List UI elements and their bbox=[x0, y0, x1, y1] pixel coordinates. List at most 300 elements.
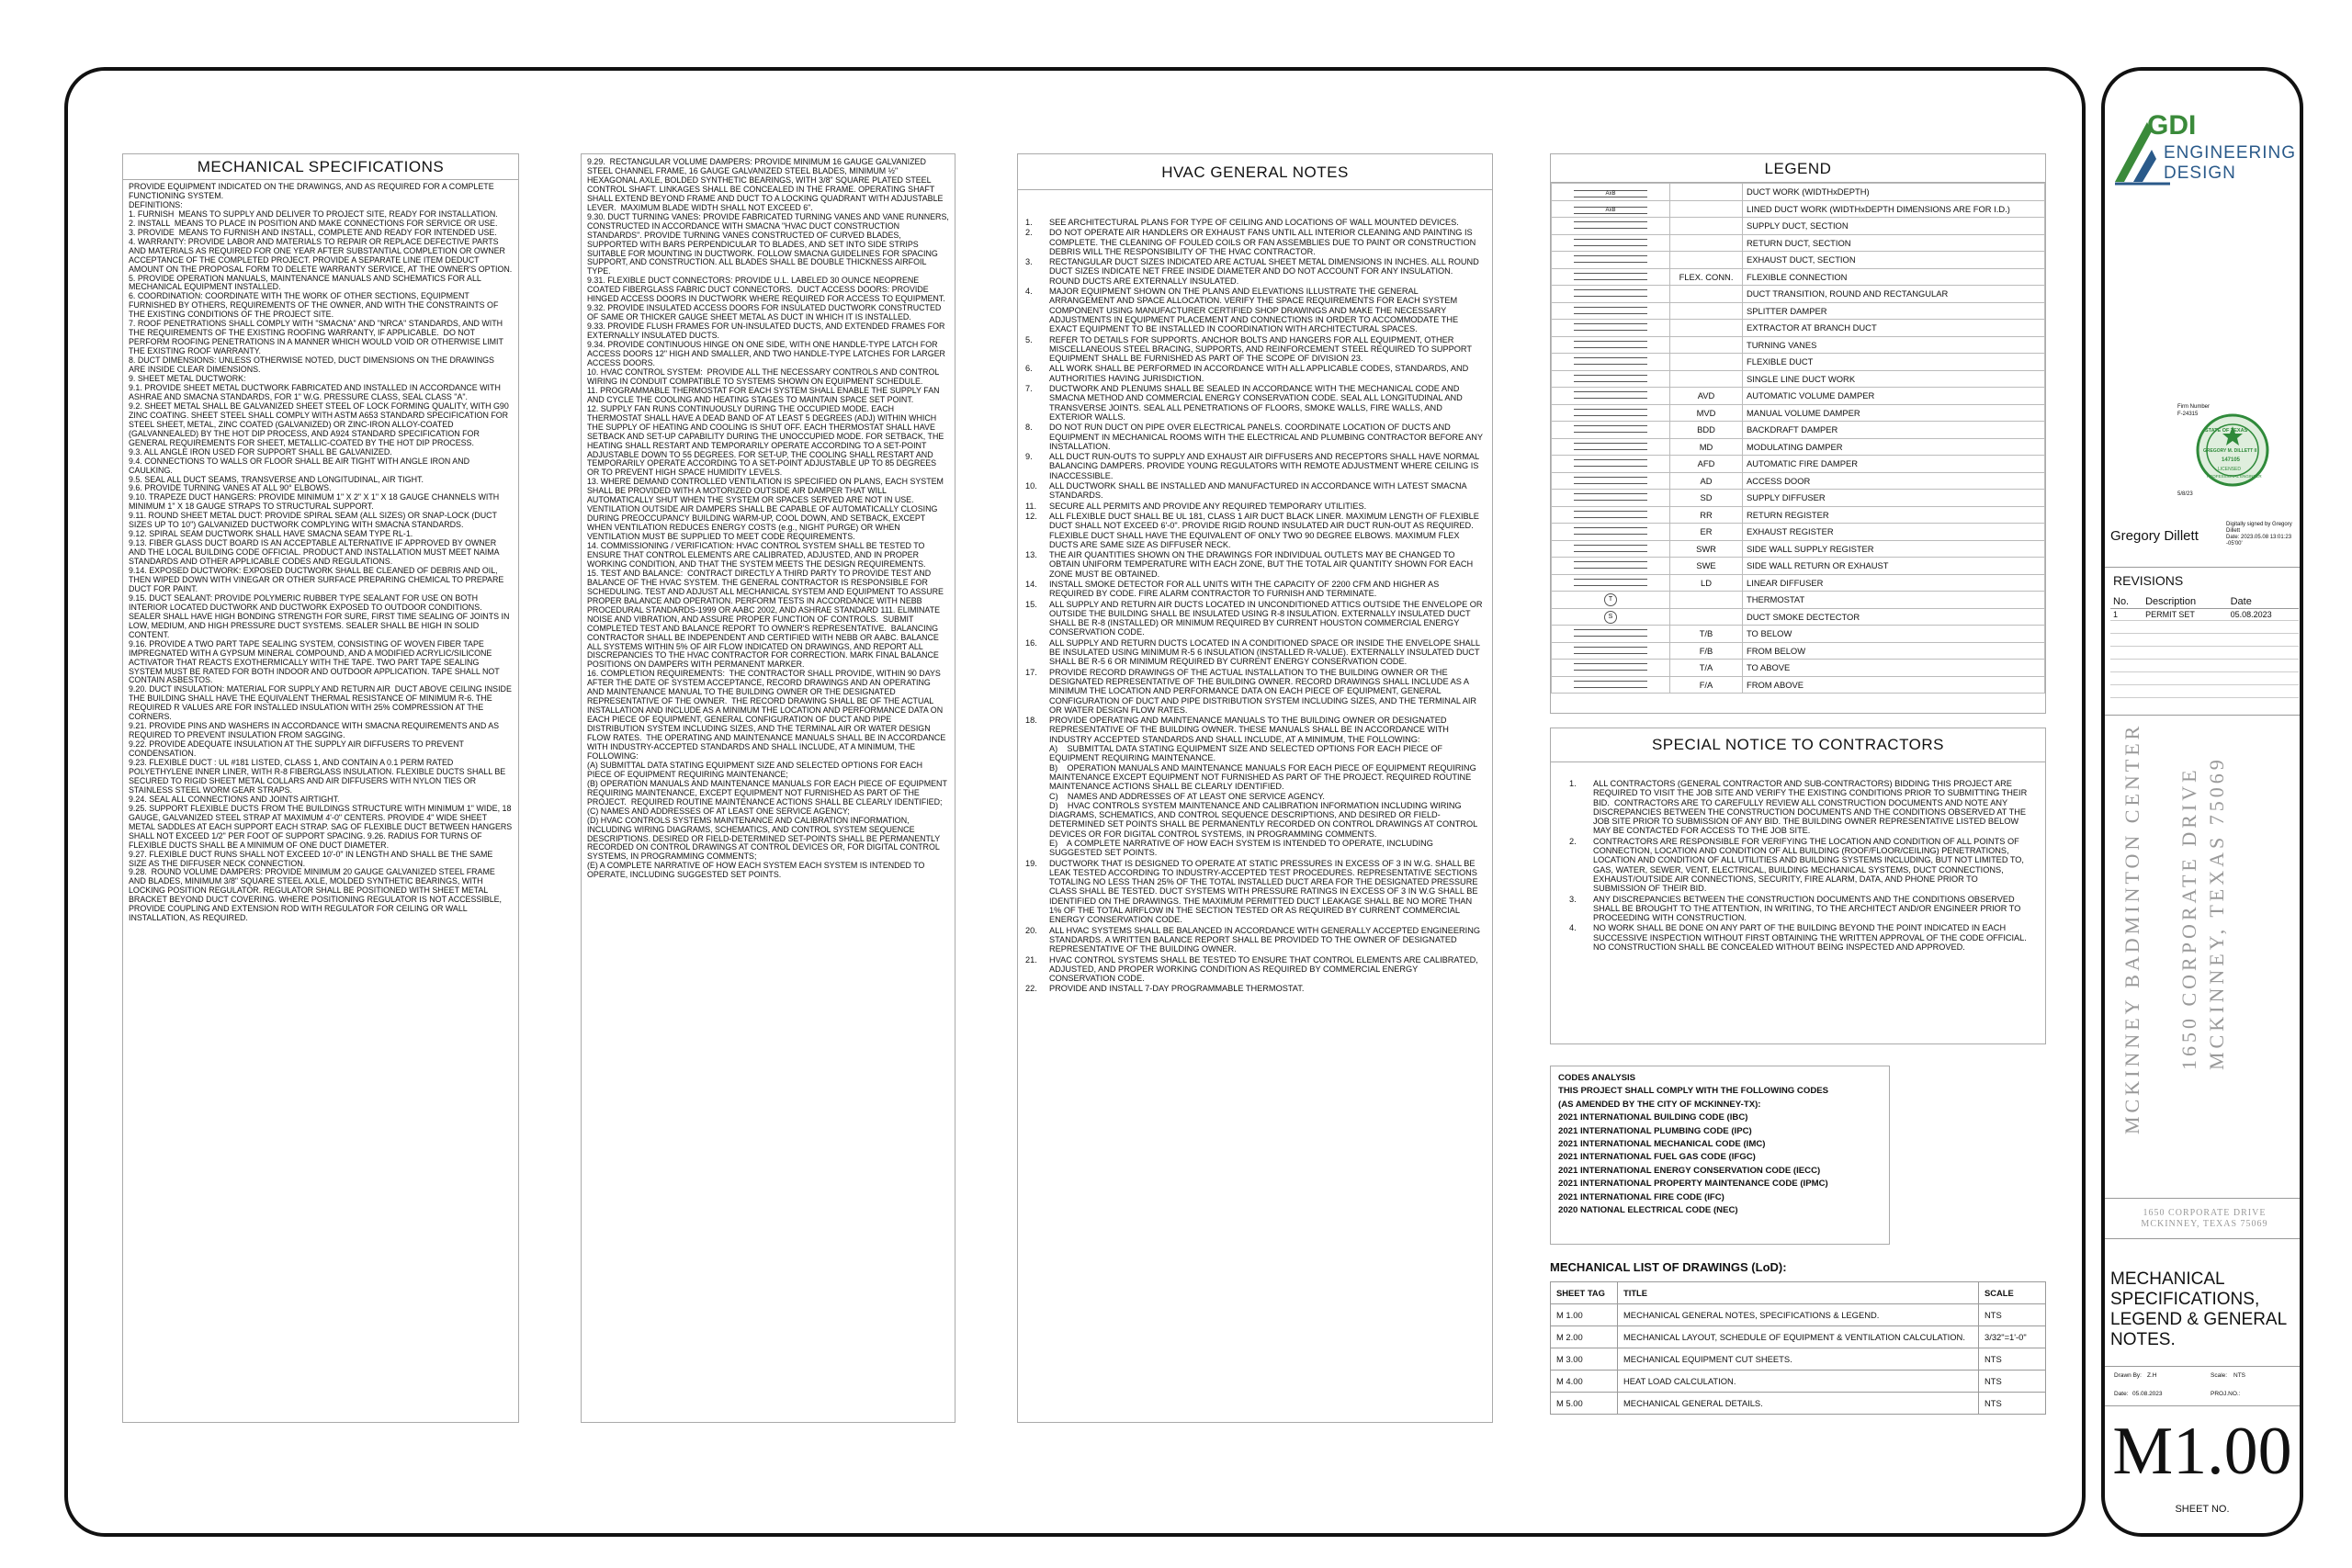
legend-desc: AUTOMATIC FIRE DAMPER bbox=[1743, 456, 2045, 473]
list-item-number: 18. bbox=[1025, 716, 1037, 726]
lod-row bbox=[1551, 1371, 2046, 1393]
lod-header: TITLE bbox=[1618, 1282, 1979, 1304]
legend-row bbox=[1552, 558, 2045, 575]
legend-row bbox=[1552, 626, 2045, 643]
engineer-seal bbox=[2177, 404, 2278, 524]
legend-symbol bbox=[1552, 558, 1670, 575]
rev-cell bbox=[2110, 634, 2143, 647]
list-item-text: ALL SUPPLY AND RETURN AIR DUCTS LOCATED IN UNCONDITIONED ATTICS OUTSIDE THE ENVELOPE OR OUTSIDE THE BUILDING SHALL BE INSULATED USING R-8 INSULATION. EXTERNALLY INSULATED DUCT SHALL BE R-8 (INSTALLED) OR MINIMUM REQUIRED BY CURRENT HOUSTON COMMERCIAL ENERGY CONSERVATION CODE. bbox=[1049, 599, 1486, 637]
lod-title: MECHANICAL LIST OF DRAWINGS (LoD): bbox=[1550, 1260, 1787, 1274]
list-item-text: HVAC CONTROL SYSTEMS SHALL BE TESTED TO ENSURE THAT CONTROL ELEMENTS ARE CALIBRATED, ADJUSTED, AND PROPER WORKING CONDITION AS REQUIRED BY COMMERCIAL ENERGY CONSERVATION CODE. bbox=[1049, 954, 1480, 984]
list-item-text: INSTALL SMOKE DETECTOR FOR ALL UNITS WITH THE CAPACITY OF 2200 CFM AND HIGHER AS REQUIRED BY CODE. FIRE ALARM CONTRACTOR TO FURNISH AND TERMINATE. bbox=[1049, 579, 1442, 599]
codes-analysis bbox=[1550, 1066, 1890, 1245]
legend-desc: EXTRACTOR AT BRANCH DUCT bbox=[1743, 320, 2045, 337]
legend-abbr bbox=[1670, 252, 1743, 269]
drawn-by: Z.H bbox=[2147, 1372, 2157, 1379]
list-item-text: PROVIDE RECORD DRAWINGS OF THE ACTUAL INSTALLATION TO THE BUILDING OWNER OR THE DESIGNATED REPRESENTATIVE OF THE BUILDING OWNER. RECORD DRAWINGS SHALL INCLUDE AS A MINIMUM THE LOCATION AND PERFORMANCE DATA ON EACH PIECE OF EQUIPMENT, GENERAL CONFIGURATION OF DUCT AND PIPE DISTRIBUTION SYSTEM INCLUDING SIZES, AND THE TERMINAL AIR OR WATER DESIGN FLOW RATES. bbox=[1049, 667, 1479, 715]
legend-symbol bbox=[1552, 370, 1670, 388]
legend-symbol bbox=[1552, 660, 1670, 677]
legend-row bbox=[1552, 490, 2045, 507]
legend-title: LEGEND bbox=[1551, 154, 2045, 183]
rev-row-empty bbox=[2110, 634, 2299, 647]
legend-desc: TURNING VANES bbox=[1743, 336, 2045, 354]
legend-symbol bbox=[1552, 354, 1670, 371]
rev-cell bbox=[2110, 660, 2143, 672]
rev-cell bbox=[2110, 621, 2143, 634]
mech-spec-col1: PROVIDE EQUIPMENT INDICATED ON THE DRAWINGS, AND AS REQUIRED FOR A COMPLETE FUNCTIONING SYSTEM. DEFINITIONS: 1. FURNISH MEANS TO SUPPLY AND DELIVER TO PROJECT SITE, READY FOR INSTALLATION. 2. INSTALL MEANS TO PLACE IN POSITION AND MAKE CONNECTIONS FOR SERVICE OR USE. 3. PROVIDE MEANS TO FURNISH AND INSTALL, COMPLETE AND READY FOR INTENDED USE. 4. WARRANTY: PROVIDE LABOR AND MATERIALS TO REPAIR OR REPLACE DEFECTIVE PARTS AND MATERIALS AS REQUIRED FOR ONE YEAR AFTER SUBSTANTIAL COMPLETION OR OWNER ACCEPTANCE OF THE COMPLETED PROJECT. PROVIDE A SEPARATE LINE ITEM DEDUCT AMOUNT ON THE PROPOSAL FORM TO DELETE WARRANTY SERVICE, AT THE OWNER'S OPTION. 5. PROVIDE OPERATION MANUALS, MAINTENANCE MANUALS AND SCHEMATICS FOR ALL MECHANICAL EQUIPMENT INSTALLED. 6. COORDINATION: COORDINATE WITH THE WORK OF OTHER SECTIONS, EQUIPMENT FURNISHED BY OTHERS, REQUIREMENTS OF THE OWNER, AND WITH THE CONSTRAINTS OF THE EXISTING CONDITIONS OF THE PROJECT SITE. 7. ROOF PENETRATIONS SHALL COMPLY WITH "SMACNA" AND "NRCA" STANDARDS, AND WITH THE REQUIREMENTS OF THE EXISTING ROOFING WARRANTY, IF APPLICABLE. DO NOT PERFORM ROOFING PENETRATIONS IN A MANNER WHICH WOULD VOID OR OTHERWISE LIMIT THE EXISTING ROOF WARRANTY. 8. DUCT DIMENSIONS: UNLESS OTHERWISE NOTED, DUCT DIMENSIONS ON THE DRAWINGS ARE INSIDE CLEAR DIMENSIONS. 9. SHEET METAL DUCTWORK: 9.1. PROVIDE SHEET METAL DUCTWORK FABRICATED AND INSTALLED IN ACCORDANCE WITH ASHRAE AND SMACNA STANDARDS, FOR 1" W.G. PRESSURE CLASS, SEAL CLASS "A". 9.2. SHEET METAL SHALL BE GALVANIZED SHEET STEEL OF LOCK FORMING QUALITY, WITH G90 ZINC COATING. SHEET STEEL SHALL COMPLY WITH ASTM A653 STANDARD SPECIFICATION FOR STEEL SHEET, METAL, ZINC COATED (GALVANIZED) OR ZINC-IRON ALLOY-COATED (GALVANNEALED) BY THE HOT DIP PROCESS, AND A924 STANDARD SPECIFICATION FOR GENERAL REQUIREMENTS FOR SHEET, METALLIC-COATED BY THE HOT DIP PROCESS. 9.3. ALL ANGLE IRON USED FOR SUPPORT SHALL BE GALVANIZED. 9.4. CONNECTIONS TO WALLS OR FLOOR SHALL BE AIR TIGHT WITH ANGLE IRON AND CAULKING. 9.5. SEAL ALL DUCT SEAMS, TRANSVERSE AND LONGITUDINAL, AIR TIGHT. 9.6. PROVIDE TURNING VANES AT ALL 90° ELBOWS. 9.10. TRAPEZE DUCT HANGERS: PROVIDE MINIMUM 1" X 2" X 1" X 18 GAUGE CHANNELS WITH MINIMUM 1" X 18 GAUGE STRAPS TO STRUCTURAL SUPPORT. 9.11. ROUND SHEET METAL DUCT: PROVIDE SPIRAL SEAM (ALL SIZES) OR SNAP-LOCK (DUCT SIZES UP TO 10") GALVANIZED DUCTWORK COMPLYING WITH SMACNA STANDARDS. 9.12. SPIRAL SEAM DUCTWORK SHALL HAVE SMACNA SEAM TYPE RL-1. 9.13. FIBER GLASS DUCT BOARD IS AN ACCEPTABLE ALTERNATIVE IF APPROVED BY OWNER AND THE LOCAL BUILDING CODE OFFICIAL. PRODUCT AND INSTALLATION MUST MEET NAIMA STANDARDS AND OTHER APPLICABLE CODES AND REGULATIONS. 9.14. EXPOSED DUCTWORK: EXPOSED DUCTWORK SHALL BE CLEANED OF DEBRIS AND OIL, THEN WIPED DOWN WITH VINEGAR OR OTHER SURFACE PREPARING CHEMICAL TO PREPARE DUCT FOR PAINT. 9.15. DUCT SEALANT: PROVIDE POLYMERIC RUBBER TYPE SEALANT FOR USE ON BOTH INTERIOR LOCATED DUCTWORK AND DUCTWORK EXPOSED TO OUTDOOR CONDITIONS. SEALER SHALL HAVE HIGH BONDING STRENGTH FOR SURE, FIRST TIME SEALING OF JOINTS IN LOW, MEDIUM, AND HIGH PRESSURE DUCT SYSTEMS. SEALER SHALL BE HIGH IN SOLID CONTENT. 9.16. PROVIDE A TWO PART TAPE SEALING SYSTEM, CONSISTING OF WOVEN FIBER TAPE IMPREGNATED WITH A GYPSUM MINERAL COMPOUND, AND A MODIFIED ACRYLIC/SILICONE ACTIVATOR THAT REACTS EXOTHERMICALLY WITH THE TAPE. TWO PART TAPE SEALING SYSTEM MUST BE RATED FOR BOTH INDOOR AND OUTDOOR APPLICATION. TAPE SHALL NOT CONTAIN ASBESTOS. 9.20. DUCT INSULATION: MATERIAL FOR SUPPLY AND RETURN AIR DUCT ABOVE CEILING INSIDE THE BUILDING SHALL HAVE THE EQUIVALENT THERMAL RESISTANCE OF MINIMUM R-6. THE REQUIRED R VALUES ARE FOR INSTALLED INSULATION WITH 25% COMPRESSION AT THE CORNERS. 9.21. PROVIDE PINS AND WASHERS IN ACCORDANCE WITH SMACNA REQUIREMENTS AND AS REQUIRED TO PREVENT INSULATION FROM SAGGING. 9.22. PROVIDE ADEQUATE INSULATION AT THE SUPPLY AIR DIFFUSERS TO PREVENT CONDENSATION. 9.23. FLEXIBLE DUCT : UL #181 LISTED, CLASS 1, AND CONTAIN A 0.1 PERM RATED POLYETHYLENE INNER LINER, WITH R-8 FIBERGLASS INSULATION. FLEXIBLE DUCTS SHALL BE SECURED TO RIGID SHEET METAL COLLARS AND AIR DIFFUSERS WITH NYLON TIES OR STAINLESS STEEL WORM GEAR STRAPS. 9.24. SEAL ALL CONNECTIONS AND JOINTS AIRTIGHT. 9.25. SUPPORT FLEXIBLE DUCTS FROM THE BUILDINGS STRUCTURE WITH MINIMUM 1" WIDE, 18 GAUGE, GALVANIZED STEEL STRAP AT MAXIMUM 4'-0" CENTERS. PROVIDE 4" WIDE SHEET METAL SADDLES AT EACH SUPPORT EACH STRAP. SAG OF FLEXIBLE DUCT BETWEEN HANGERS SHALL NOT EXCEED 1/2" PER FOOT OF SUPPORT SPACING. 9.26. RADIUS FOR TURNS OF FLEXIBLE DUCTS SHALL BE A MINIMUM OF ONE DUCT DIAMETER. 9.27. FLEXIBLE DUCT RUNS SHALL NOT EXCEED 10'-0" IN LENGTH AND SHALL BE THE SAME SIZE AS THE DIFFUSER NECK CONNECTION. 9.28. ROUND VOLUME DAMPERS: PROVIDE MINIMUM 20 GAUGE GALVANIZED STEEL FRAME AND BLADES, MINIMUM 3/8" SQUARE STEEL AXLE, MOLDED SYNTHETIC BEARINGS, WITH LOCKING POSITION REGULATOR. REGULATOR SHALL BE POSITIONED WITH SHEET METAL BRACKET BEYOND DUCT COVERING. WHERE POSITIONING REGULATOR IS NOT ACCESSIBLE, PROVIDE COUPLING AND EXTENSION ROD WITH REGULATOR FOR CEILING OR WALL INSTALLATION, AS REQUIRED. bbox=[129, 182, 513, 923]
rev-cell bbox=[2228, 634, 2299, 647]
list-item bbox=[1025, 502, 1483, 511]
legend-symbol bbox=[1552, 490, 1670, 507]
list-item-text: CONTRACTORS ARE RESPONSIBLE FOR VERIFYING THE LOCATION AND CONDITION OF ALL POINTS OF CONNECTION, LOCATION AND CONDITION OF ALL BUILDING (ROOF/FLOOR/CEILING) PENETRATIONS, LOCATION AND CONDITION OF ALL UTILITIES AND BUILDING SYSTEMS INCLUDING, BUT NOT LIMITED TO, GAS, WATER, SEWER, VENT, ELECTRICAL, BUILDING MECHANICAL SYSTEMS, DUCT CONNECTIONS, EXHAUST/OUTSIDE AIR CONNECTIONS, SECURITY, FIRE ALARM, DATA, AND PHONE PRIOR TO SUBMISSION OF THEIR BID. bbox=[1593, 836, 2027, 894]
firm-number: F-24315 bbox=[2177, 412, 2199, 417]
legend-row bbox=[1552, 252, 2045, 269]
list-item bbox=[1569, 923, 2032, 952]
legend-abbr bbox=[1670, 320, 1743, 337]
legend-row bbox=[1552, 370, 2045, 388]
rev-cell: 1 bbox=[2110, 609, 2143, 621]
list-item-number: 20. bbox=[1025, 925, 1037, 935]
legend-desc: ACCESS DOOR bbox=[1743, 472, 2045, 490]
legend-desc: SINGLE LINE DUCT WORK bbox=[1743, 370, 2045, 388]
legend-abbr: AFD bbox=[1670, 456, 1743, 473]
list-item-text: RECTANGULAR DUCT SIZES INDICATED ARE ACTUAL SHEET METAL DIMENSIONS IN INCHES. ALL ROUND DUCT SIZES INDICATE NET FREE INSIDE DIAMETER AND DO NOT ACCOUNT FOR ANY INSULATION. ROUND DUCTS ARE EXTERNALLY INSULATED. bbox=[1049, 257, 1482, 286]
lod-cell: HEAT LOAD CALCULATION. bbox=[1618, 1371, 1979, 1393]
legend-symbol bbox=[1552, 456, 1670, 473]
legend-desc: LINEAR DIFFUSER bbox=[1743, 574, 2045, 592]
list-item bbox=[1025, 228, 1483, 256]
legend-abbr bbox=[1670, 184, 1743, 201]
small-address1: 1650 CORPORATE DRIVE bbox=[2143, 1208, 2267, 1218]
lod-cell: MECHANICAL GENERAL NOTES, SPECIFICATIONS & LEGEND. bbox=[1618, 1304, 1979, 1326]
legend-symbol bbox=[1552, 320, 1670, 337]
legend-desc: SUPPLY DUCT, SECTION bbox=[1743, 218, 2045, 235]
list-item bbox=[1025, 926, 1483, 954]
list-item-text: ALL DUCTWORK SHALL BE INSTALLED AND MANUFACTURED IN ACCORDANCE WITH LATEST SMACNA STANDARDS. bbox=[1049, 481, 1469, 501]
list-item bbox=[1025, 384, 1483, 422]
legend-abbr bbox=[1670, 200, 1743, 218]
list-item-number: 21. bbox=[1025, 954, 1037, 964]
list-item-number: 4. bbox=[1025, 287, 1033, 297]
legend-row bbox=[1552, 320, 2045, 337]
list-item bbox=[1025, 257, 1483, 286]
legend-abbr bbox=[1670, 354, 1743, 371]
drawn-info bbox=[2105, 1366, 2300, 1406]
legend-symbol bbox=[1552, 574, 1670, 592]
legend-abbr: AVD bbox=[1670, 388, 1743, 405]
legend-symbol: AxB bbox=[1552, 184, 1670, 201]
legend-symbol bbox=[1552, 388, 1670, 405]
lod-cell: MECHANICAL GENERAL DETAILS. bbox=[1618, 1393, 1979, 1415]
code-line: 2021 INTERNATIONAL BUILDING CODE (IBC) bbox=[1558, 1112, 1748, 1123]
list-item-number: 1. bbox=[1025, 218, 1033, 227]
logo bbox=[2110, 110, 2303, 193]
code-line: 2021 INTERNATIONAL MECHANICAL CODE (IMC) bbox=[1558, 1139, 1766, 1150]
list-item-number: 11. bbox=[1025, 501, 1037, 511]
legend-abbr: RR bbox=[1670, 506, 1743, 524]
legend-abbr: ER bbox=[1670, 524, 1743, 541]
code-line: 2021 INTERNATIONAL PROPERTY MAINTENANCE CODE (IPMC) bbox=[1558, 1179, 1828, 1190]
legend-symbol bbox=[1552, 336, 1670, 354]
list-item bbox=[1025, 859, 1483, 925]
lod-cell: M 2.00 bbox=[1551, 1326, 1618, 1348]
seal-state: STATE OF TEXAS bbox=[2205, 428, 2248, 434]
legend-desc: RETURN DUCT, SECTION bbox=[1743, 234, 2045, 252]
list-item bbox=[1025, 550, 1483, 579]
seal-number: 147105 bbox=[2222, 457, 2241, 463]
list-item-number: 15. bbox=[1025, 599, 1037, 609]
legend-desc: TO BELOW bbox=[1743, 626, 2045, 643]
legend-symbol bbox=[1552, 524, 1670, 541]
legend-desc: DUCT SMOKE DECTECTOR bbox=[1743, 608, 2045, 626]
list-item-number: 13. bbox=[1025, 550, 1037, 560]
list-item-text: PROVIDE OPERATING AND MAINTENANCE MANUALS TO THE BUILDING OWNER OR DESIGNATED REPRESENTATIVE OF THE BUILDING OWNER. THESE MANUALS SHALL BE IN ACCORDANCE WITH INDUSTRY ACCEPTED STANDARDS AND SHALL INCLUDE, AT A MINIMUM, THE FOLLOWING: A) SUBMITTAL DATA STATING EQUIPMENT SIZE AND SELECTED OPTIONS FOR EACH PIECE OF EQUIPMENT REQUIRING MAINTENANCE. B) OPERATION MANUALS AND MAINTENANCE MANUALS FOR EACH PIECE OF EQUIPMENT REQUIRING MAINTENANCE EXCEPT EQUIPMENT NOT FURNISHED AS PART OF THE PROJECT. REQUIRED ROUTINE MAINTENANCE ACTIONS SHALL BE CLEARLY IDENTIFIED. C) NAMES AND ADDRESSES OF AT LEAST ONE SERVICE AGENCY. D) HVAC CONTROLS SYSTEM MAINTENANCE AND CALIBRATION INFORMATION INCLUDING WIRING DIAGRAMS, SCHEMATICS, AND CONTROL SEQUENCE DESCRIPTIONS, AND DESIRED OR FIELD-DETERMINED SET POINTS SHALL BE PERMANENTLY RECORDED ON CONTROL DRAWINGS AT CONTROL DEVICES OR FOR DIGITAL CONTROL SYSTEMS, IN PROGRAMMING COMMENTS. E) A COMPLETE NARRATIVE OF HOW EACH SYSTEM IS INTENDED TO OPERATE, INCLUDING SUGGESTED SET POINTS. bbox=[1049, 716, 1477, 858]
lod-cell: NTS bbox=[1979, 1393, 2046, 1415]
legend-row bbox=[1552, 608, 2045, 626]
legend-desc: SPLITTER DAMPER bbox=[1743, 302, 2045, 320]
lod-cell: MECHANICAL LAYOUT, SCHEDULE OF EQUIPMENT & VENTILATION CALCULATION. bbox=[1618, 1326, 1979, 1348]
legend-symbol bbox=[1552, 302, 1670, 320]
list-item-text: ANY DISCREPANCIES BETWEEN THE CONSTRUCTION DOCUMENTS AND THE CONDITIONS OBSERVED SHALL BE BROUGHT TO THE ATTENTION, IN WRITING, TO THE ARCHITECT AND/OR ENGINEER PRIOR TO PROCEEDING WITH CONSTRUCTION. bbox=[1593, 894, 2023, 923]
rev-row-empty bbox=[2110, 660, 2299, 672]
logo-line1: ENGINEERING bbox=[2164, 143, 2297, 163]
date-value: 05.08.2023 bbox=[2132, 1391, 2163, 1397]
legend-symbol bbox=[1552, 286, 1670, 303]
legend-symbol bbox=[1552, 252, 1670, 269]
signer-name: Gregory Dillett bbox=[2110, 528, 2199, 544]
legend-symbol bbox=[1552, 234, 1670, 252]
code-line: 2020 NATIONAL ELECTRICAL CODE (NEC) bbox=[1558, 1205, 1738, 1216]
rev-cell bbox=[2228, 672, 2299, 685]
list-item-number: 14. bbox=[1025, 579, 1037, 589]
legend-row bbox=[1552, 506, 2045, 524]
legend-row bbox=[1552, 234, 2045, 252]
rev-cell bbox=[2143, 621, 2228, 634]
legend-desc: SIDE WALL SUPPLY REGISTER bbox=[1743, 540, 2045, 558]
legend-row bbox=[1552, 574, 2045, 592]
legend-symbol: AxB bbox=[1552, 200, 1670, 218]
rev-cell bbox=[2143, 634, 2228, 647]
legend-row bbox=[1552, 268, 2045, 286]
lod-cell: M 5.00 bbox=[1551, 1393, 1618, 1415]
legend-desc: EXHAUST DUCT, SECTION bbox=[1743, 252, 2045, 269]
sheet-number: M1.00 bbox=[2112, 1414, 2292, 1489]
legend-desc: TO ABOVE bbox=[1743, 660, 2045, 677]
code-line: 2021 INTERNATIONAL FUEL GAS CODE (IFGC) bbox=[1558, 1152, 1756, 1163]
scale-value: NTS bbox=[2233, 1372, 2245, 1379]
legend-desc: FROM ABOVE bbox=[1743, 676, 2045, 694]
list-item-number: 5. bbox=[1025, 334, 1033, 344]
rev-cell: 05.08.2023 bbox=[2228, 609, 2299, 621]
special-notice-title: SPECIAL NOTICE TO CONTRACTORS bbox=[1551, 728, 2045, 762]
logo-line2: DESIGN bbox=[2164, 164, 2236, 183]
list-item bbox=[1569, 779, 2032, 836]
rev-cell bbox=[2143, 672, 2228, 685]
list-item-text: REFER TO DETAILS FOR SUPPORTS. ANCHOR BOLTS AND HANGERS FOR ALL EQUIPMENT, OTHER MISCELLANEOUS STEEL BRACING, SUPPORTS, AND REINFORCEMENT STEEL REQUIRED TO SUPPORT EQUIPMENT SHALL BE FURNISHED AS PART OF THE SCOPE OF DIVISION 23. bbox=[1049, 334, 1475, 364]
legend-symbol bbox=[1552, 540, 1670, 558]
list-item-number: 3. bbox=[1025, 257, 1033, 267]
lod-row bbox=[1551, 1326, 2046, 1348]
legend-abbr: F/A bbox=[1670, 676, 1743, 694]
list-item-number: 8. bbox=[1025, 423, 1033, 433]
list-item-text: MAJOR EQUIPMENT SHOWN ON THE PLANS AND ELEVATIONS ILLUSTRATE THE GENERAL ARRANGEMENT AND SPACE ALLOCATION. VERIFY THE SPACE REQUIREMENTS FOR EACH SYSTEM COMPONENT USING MANUFACTURER CERTIFIED SHOP DRAWINGS AND MAKE THE NECESSARY ADJUSTMENTS IN EQUIPMENT PLACEMENT AND CONNECTIONS IN ORDER TO ACCOMMODATE THE EXACT EQUIPMENT TO BE INSTALLED IN COORDINATION WITH ARCHITECTURAL SPACES. bbox=[1049, 287, 1461, 334]
legend-row bbox=[1552, 438, 2045, 456]
legend-desc: FROM BELOW bbox=[1743, 642, 2045, 660]
legend-abbr bbox=[1670, 286, 1743, 303]
rev-header: No. bbox=[2110, 595, 2143, 609]
legend-abbr bbox=[1670, 592, 1743, 609]
legend-desc: EXHAUST REGISTER bbox=[1743, 524, 2045, 541]
legend-row bbox=[1552, 336, 2045, 354]
legend-abbr: MVD bbox=[1670, 404, 1743, 422]
list-item-number: 9. bbox=[1025, 452, 1033, 462]
list-item-text: THE AIR QUANTITIES SHOWN ON THE DRAWINGS FOR INDIVIDUAL OUTLETS MAY BE CHANGED TO OBTAIN UNIFORM TEMPERATURE WITH EACH ZONE, BUT THE TOTAL AIR QUANTITY SHOWN FOR EACH ZONE MUST BE OBTAINED. bbox=[1049, 550, 1476, 579]
legend-symbol bbox=[1552, 506, 1670, 524]
list-item-number: 22. bbox=[1025, 984, 1037, 994]
list-item bbox=[1025, 287, 1483, 333]
legend-abbr bbox=[1670, 302, 1743, 320]
list-item-number: 2. bbox=[1569, 836, 1577, 846]
lod-header: SCALE bbox=[1979, 1282, 2046, 1304]
legend-symbol bbox=[1552, 218, 1670, 235]
rev-row-empty bbox=[2110, 685, 2299, 698]
rev-cell bbox=[2110, 685, 2143, 698]
legend-abbr bbox=[1670, 234, 1743, 252]
code-line: (AS AMENDED BY THE CITY OF MCKINNEY-TX): bbox=[1558, 1099, 1761, 1110]
list-item-number: 7. bbox=[1025, 384, 1033, 394]
legend-symbol bbox=[1552, 676, 1670, 694]
hvac-notes-panel bbox=[1017, 153, 1493, 1423]
legend-abbr: T/A bbox=[1670, 660, 1743, 677]
list-item-text: ALL FLEXIBLE DUCT SHALL BE UL 181, CLASS 1 AIR DUCT BLACK LINER. MAXIMUM LENGTH OF FLEXIBLE DUCT SHALL NOT EXCEED 6'-0". PROVIDE RIGID ROUND INSULATED AIR DUCT RUN-OUT AS REQUIRED. FLEXIBLE DUCT SHALL HAVE THE EQUIVALENT OF ONLY TWO 90 DEGREE ELBOWS. MAXIMUM FLEX DUCTS ARE SAME SIZE AS DIFFUSER NECK. bbox=[1049, 511, 1482, 549]
legend-abbr: MD bbox=[1670, 438, 1743, 456]
legend-desc: THERMOSTAT bbox=[1743, 592, 2045, 609]
list-item bbox=[1025, 364, 1483, 383]
legend-symbol: S bbox=[1552, 608, 1670, 626]
legend-row bbox=[1552, 184, 2045, 201]
list-item bbox=[1025, 481, 1483, 501]
proj-label: PROJ.NO.: bbox=[2211, 1391, 2241, 1397]
rev-header: Description bbox=[2143, 595, 2228, 609]
project-address2: MCKINNEY, TEXAS 75069 bbox=[2205, 756, 2228, 1070]
seal-engineer: PROFESSIONAL ENGINEER bbox=[2207, 474, 2262, 479]
legend-row bbox=[1552, 286, 2045, 303]
project-address1: 1650 CORPORATE DRIVE bbox=[2177, 766, 2200, 1070]
legend-row bbox=[1552, 642, 2045, 660]
firm-label: Firm Number bbox=[2177, 404, 2211, 410]
legend-desc: FLEXIBLE DUCT bbox=[1743, 354, 2045, 371]
legend-abbr: AD bbox=[1670, 472, 1743, 490]
rev-cell bbox=[2143, 685, 2228, 698]
small-address2: MCKINNEY, TEXAS 75069 bbox=[2141, 1219, 2268, 1229]
logo-gdi: GDI bbox=[2147, 110, 2197, 141]
rev-row bbox=[2110, 609, 2299, 621]
legend-row bbox=[1552, 404, 2045, 422]
legend-symbol bbox=[1552, 404, 1670, 422]
revisions-title: REVISIONS bbox=[2113, 573, 2184, 588]
legend-row bbox=[1552, 472, 2045, 490]
legend-row bbox=[1552, 302, 2045, 320]
mech-spec-panel bbox=[122, 153, 519, 1423]
lod-cell: NTS bbox=[1979, 1304, 2046, 1326]
list-item bbox=[1025, 218, 1483, 227]
rev-cell bbox=[2143, 647, 2228, 660]
list-item-text: DO NOT OPERATE AIR HANDLERS OR EXHAUST FANS UNTIL ALL INTERIOR CLEANING AND PAINTING IS COMPLETE. THE CLEANING OF FOULED COILS OR FAN ASSEMBLIES DUE TO PAINT OR CONSTRUCTION DEBRIS WILL THE RESPONSIBILITY OF THE HVAC CONTRACTOR. bbox=[1049, 228, 1478, 256]
legend-desc: LINED DUCT WORK (WIDTHxDEPTH DIMENSIONS ARE FOR I.D.) bbox=[1743, 200, 2045, 218]
date-label: Date: bbox=[2114, 1391, 2129, 1397]
legend-symbol bbox=[1552, 626, 1670, 643]
rev-cell bbox=[2143, 660, 2228, 672]
lod-row bbox=[1551, 1304, 2046, 1326]
lod-cell: NTS bbox=[1979, 1348, 2046, 1371]
legend-row bbox=[1552, 422, 2045, 439]
hvac-notes-list bbox=[1018, 190, 1492, 994]
legend-abbr bbox=[1670, 370, 1743, 388]
list-item bbox=[1025, 452, 1483, 480]
drawn-by-label: Drawn By: bbox=[2114, 1372, 2142, 1379]
list-item-number: 2. bbox=[1025, 228, 1033, 238]
digital-signature: Digitally signed by Gregory Dillett Date: 2023.05.08 13:01:23 -05'00' bbox=[2226, 522, 2292, 547]
legend-row bbox=[1552, 388, 2045, 405]
legend-desc: AUTOMATIC VOLUME DAMPER bbox=[1743, 388, 2045, 405]
legend-abbr: BDD bbox=[1670, 422, 1743, 439]
legend-abbr bbox=[1670, 218, 1743, 235]
lod-table bbox=[1550, 1281, 2046, 1415]
lod-cell: M 3.00 bbox=[1551, 1348, 1618, 1371]
mech-spec-col2: 9.29. RECTANGULAR VOLUME DAMPERS: PROVIDE MINIMUM 16 GAUGE GALVANIZED STEEL CHANNEL FRAME, 16 GAUGE GALVANIZED STEEL BLADES, MINIMUM ½" HEXAGONAL AXLE, BOLDED SYNTHETIC BEARINGS, WITH 3/8" SQUARE PLATED STEEL CONTROL SHAFT. LINKAGES SHALL BE CONCEALED IN THE FRAME. OPERATING SHAFT SHALL EXTEND BEYOND FRAME AND DUCT TO A LOCKING QUADRANT WITH ADJUSTABLE LEVER. MAXIMUM BLADE WIDTH SHALL NOT EXCEED 6". 9.30. DUCT TURNING VANES: PROVIDE FABRICATED TURNING VANES AND VANE RUNNERS, CONSTRUCTED IN ACCORDANCE WITH SMACNA "HVAC DUCT CONSTRUCTION STANDARDS". PROVIDE TURNING VANES CONSTRUCTED OF CURVED BLADES, SUPPORTED WITH BARS PERPENDICULAR TO BLADES, AND SET INTO SIDE STRIPS SUITABLE FOR MOUNTING IN DUCTWORK. FOLLOW SMACNA GUIDELINES FOR SPACING SUPPORT, AND CONSTRUCTION. ALL BLADES SHALL BE DOUBLE THICKNESS AIRFOIL TYPE. 9.31. FLEXIBLE DUCT CONNECTORS: PROVIDE U.L. LABELED 30 OUNCE NEOPRENE COATED FIBERGLASS FABRIC DUCT CONNECTORS. DUCT ACCESS DOORS: PROVIDE HINGED ACCESS DOORS IN DUCTWORK WHERE REQUIRED FOR ACCESS TO EQUIPMENT. 9.32. PROVIDE INSULATED ACCESS DOORS FOR INSULATED DUCTWORK CONSTRUCTED OF SAME OR THICKER GAUGE SHEET METAL AS DUCT IN WHICH IT IS INSTALLED. 9.33. PROVIDE FLUSH FRAMES FOR UN-INSULATED DUCTS, AND EXTENDED FRAMES FOR EXTERNALLY INSULATED DUCTS. 9.34. PROVIDE CONTINUOUS HINGE ON ONE SIDE, WITH ONE HANDLE-TYPE LATCH FOR ACCESS DOORS 12" HIGH AND SMALLER, AND TWO HANDLE-TYPE LATCHES FOR LARGER ACCESS DOORS. 10. HVAC CONTROL SYSTEM: PROVIDE ALL THE NECESSARY CONTROLS AND CONTROL WIRING IN CONDUIT COMPATIBLE TO SYSTEMS SHOWN ON EQUIPMENT SCHEDULE. 11. PROGRAMMABLE THERMOSTAT FOR EACH SYSTEM SHALL ENABLE THE SUPPLY FAN AND CYCLE THE COOLING AND HEATING STAGES TO MAINTAIN SPACE SET POINT. 12. SUPPLY FAN RUNS CONTINUOUSLY DURING THE OCCUPIED MODE. EACH THERMOSTAT SHALL HAVE A DEAD BAND OF AT LEAST 5 DEGREES (ADJ) WITHIN WHICH THE SUPPLY OF HEATING AND COOLING IS SHUT OFF. EACH THERMOSTAT SHALL HAVE SETBACK AND SET-UP CAPABILITY DURING THE UNOCCUPIED MODE. FOR SETBACK, THE HEATING SHALL RESTART AND TEMPORARILY OPERATE ACCORDING TO A SET-POINT ADJUSTABLE DOWN TO 55 DEGREES. FOR SET-UP, THE COOLING SHALL RESTART AND TEMPORARILY OPERATE ACCORDING TO A SET-POINT ADJUSTABLE UP TO 85 DEGREES OR TO PREVENT HIGH SPACE HUMIDITY LEVELS. 13. WHERE DEMAND CONTROLLED VENTILATION IS SPECIFIED ON PLANS, EACH SYSTEM SHALL BE PROVIDED WITH A MOTORIZED OUTSIDE AIR DAMPER THAT WILL AUTOMATICALLY SHUT WHEN THE SYSTEM OR SPACES SERVED ARE NOT IN USE. VENTILATION OUTSIDE AIR DAMPERS SHALL BE CAPABLE OF AUTOMATICALLY CLOSING DURING PREOCCUPANCY BUILDING WARM-UP, COOL DOWN, AND SETBACK, EXCEPT WHEN VENTILATION REDUCES ENERGY COSTS (e.g., NIGHT PURGE) OR WHEN VENTILATION MUST BE SUPPLIED TO MEET CODE REQUIREMENTS. 14. COMMISSIONING / VERIFICATION: HVAC CONTROL SYSTEM SHALL BE TESTED TO ENSURE THAT CONTROL ELEMENTS ARE CALIBRATED, ADJUSTED, AND IN PROPER WORKING CONDITION, AND THAT THE SYSTEM MEETS THE DESIGN REQUIREMENTS. 15. TEST AND BALANCE: CONTRACT DIRECTLY A THIRD PARTY TO PROVIDE TEST AND BALANCE OF THE HVAC SYSTEM. THE GENERAL CONTRACTOR IS RESPONSIBLE FOR SCHEDULING. TEST AND ADJUST ALL MECHANICAL SYSTEM AND EQUIPMENT TO ASSURE PROPER BALANCE AND OPERATION. PERFORM TESTS IN ACCORDANCE WITH NEBB PROCEDURAL STANDARDS-1999 OR AABC 2002, AND ASHRAE STANDARD 111. ELIMINATE NOISE AND VIBRATION, AND ASSURE PROPER FUNCTION OF CONTROLS. SUBMIT COMPLETED TEST AND BALANCE REPORT TO OWNER'S REPRESENTATIVE. BALANCING CONTRACTOR SHALL BE INDEPENDENT AND CERTIFIED WITH NEBB OR AABC. BALANCE ALL SYSTEMS WITHIN 5% OF AIR FLOW INDICATED ON DRAWINGS, AND REPORT ALL DISCREPANCIES TO THE HVAC CONTRACTOR FOR CORRECTION. MARK FINAL BALANCE POSITIONS ON DAMPERS WITH PERMANENT MARKER. 16. COMPLETION REQUIREMENTS: THE CONTRACTOR SHALL PROVIDE, WITHIN 90 DAYS AFTER THE DATE OF SYSTEM ACCEPTANCE, RECORD DRAWINGS AND AN OPERATING AND MAINTENANCE MANUAL TO THE BUILDING OWNER OR THE DESIGNATED REPRESENTATIVE OF THE OWNER. THE RECORD DRAWING SHALL BE OF THE ACTUAL INSTALLATION AND INCLUDE AS A MINIMUM THE LOCATION AND PERFORMANCE DATA ON EACH PIECE OF EQUIPMENT, GENERAL CONFIGURATION OF DUCT AND PIPE DISTRIBUTION SYSTEM INCLUDING SIZES, AND THE TERMINAL AIR OR WATER DESIGN FLOW RATES. THE OPERATING AND MAINTENANCE MANUALS SHALL BE IN ACCORDANCE WITH INDUSTRY-ACCEPTED STANDARDS AND SHALL INCLUDE, AT A MINIMUM, THE FOLLOWING: (A) SUBMITTAL DATA STATING EQUIPMENT SIZE AND SELECTED OPTIONS FOR EACH PIECE OF EQUIPMENT REQUIRING MAINTENANCE; (B) OPERATION MANUALS AND MAINTENANCE MANUALS FOR EACH PIECE OF EQUIPMENT REQUIRING MAINTENANCE, EXCEPT EQUIPMENT NOT FURNISHED AS PART OF THE PROJECT. REQUIRED ROUTINE MAINTENANCE ACTIONS SHALL BE CLEARLY IDENTIFIED; (C) NAMES AND ADDRESSES OF AT LEAST ONE SERVICE AGENCY; (D) HVAC CONTROLS SYSTEMS MAINTENANCE AND CALIBRATION INFORMATION, INCLUDING WIRING DIAGRAMS, SCHEMATICS, AND CONTROL SYSTEM SEQUENCE DESCRIPTIONS. DESIRED OR FIELD-DETERMINED SET-POINTS SHALL BE PERMANENTLY RECORDED ON CONTROL DRAWINGS AT CONTROL DEVICES OR, FOR DIGITAL CONTROL SYSTEMS, IN PROGRAMMING COMMENTS; (E) A COMPLETE NARRATIVE OF HOW EACH SYSTEM EACH SYSTEM IS INTENDED TO OPERATE, INCLUDING SUGGESTED SET POINTS. bbox=[587, 157, 949, 880]
legend-abbr: SWE bbox=[1670, 558, 1743, 575]
legend-symbol bbox=[1552, 268, 1670, 286]
list-item bbox=[1025, 984, 1483, 993]
scale-label: Scale: bbox=[2211, 1372, 2228, 1379]
project-name: MCKINNEY BADMINTON CENTER bbox=[2120, 722, 2143, 1134]
seal-licensed: LICENSED bbox=[2218, 467, 2242, 472]
list-item-text: DUCTWORK THAT IS DESIGNED TO OPERATE AT STATIC PRESSURES IN EXCESS OF 3 IN W.G. SHALL BE LEAK TESTED ACCORDING TO INDUSTRY-ACCEPTED TEST PROCEDURES. REPRESENTATIVE SECTIONS TOTALING NO LESS THAN 25% OF THE TOTAL INSTALLED DUCT AREA FOR THE DESIGNATED PRESSURE CLASS SHALL BE TESTED. DUCT SYSTEMS WITH PRESSURE RATINGS IN EXCESS OF 3 IN W.G SHALL BE IDENTIFIED ON THE DRAWINGS. THE MAXIMUM PERMITTED DUCT LEAKAGE SHALL BE NO MORE THAN 1% OF THE TOTAL AIRFLOW IN THE SECTION TESTED OR AS REQUIRED BY CURRENT COMMERCIAL ENERGY CONSERVATION CODE. bbox=[1049, 858, 1481, 925]
list-item bbox=[1025, 580, 1483, 599]
list-item-text: DUCTWORK AND PLENUMS SHALL BE SEALED IN ACCORDANCE WITH THE MECHANICAL CODE AND SMACNA METHOD AND COMMERCIAL ENERGY CONSERVATION CODE. SEAL ALL LONGITUDINAL AND TRANSVERSE JOINTS. SEAL ALL PENETRATIONS OF FLOORS, SMOKE WALLS, FIRE WALLS, AND EXTERIOR WALLS. bbox=[1049, 384, 1465, 422]
legend-desc: DUCT TRANSITION, ROUND AND RECTANGULAR bbox=[1743, 286, 2045, 303]
list-item-text: SEE ARCHITECTURAL PLANS FOR TYPE OF CEILING AND LOCATIONS OF WALL MOUNTED DEVICES. bbox=[1049, 218, 1459, 227]
rev-cell bbox=[2110, 672, 2143, 685]
special-notice-list bbox=[1551, 762, 2045, 952]
legend-symbol bbox=[1552, 642, 1670, 660]
list-item bbox=[1025, 955, 1483, 984]
list-item-number: 12. bbox=[1025, 511, 1037, 521]
list-item-number: 4. bbox=[1569, 923, 1577, 933]
code-line: 2021 INTERNATIONAL FIRE CODE (IFC) bbox=[1558, 1191, 1724, 1202]
code-line: CODES ANALYSIS bbox=[1558, 1073, 1636, 1083]
legend-abbr bbox=[1670, 608, 1743, 626]
rev-row-empty bbox=[2110, 621, 2299, 634]
legend-row bbox=[1552, 524, 2045, 541]
rev-cell bbox=[2228, 621, 2299, 634]
rev-cell: PERMIT SET bbox=[2143, 609, 2228, 621]
seal-name: GREGORY M. DILLETT II bbox=[2203, 448, 2257, 454]
legend-abbr: F/B bbox=[1670, 642, 1743, 660]
legend-panel bbox=[1550, 153, 2046, 714]
rev-cell bbox=[2228, 647, 2299, 660]
list-item-number: 10. bbox=[1025, 481, 1037, 491]
lod-cell: MECHANICAL EQUIPMENT CUT SHEETS. bbox=[1618, 1348, 1979, 1371]
list-item bbox=[1025, 716, 1483, 857]
sheet-no-label: SHEET NO. bbox=[2175, 1504, 2230, 1515]
legend-desc: SUPPLY DIFFUSER bbox=[1743, 490, 2045, 507]
legend-desc: DUCT WORK (WIDTHxDEPTH) bbox=[1743, 184, 2045, 201]
list-item-text: ALL WORK SHALL BE PERFORMED IN ACCORDANCE WITH ALL APPLICABLE CODES, STANDARDS, AND AUTHORITIES HAVING JURISDICTION. bbox=[1049, 364, 1471, 383]
legend-row bbox=[1552, 456, 2045, 473]
list-item-text: ALL SUPPLY AND RETURN DUCTS LOCATED IN A CONDITIONED SPACE OR INSIDE THE ENVELOPE SHALL BE INSULATED USING MINIMUM R-5 6 INSULATION (INSTALLED R-VALUE). EXTERNALLY INSULATED DUCT SHALL BE R-5 6 OR MINIMUM REQUIRED BY CURRENT ENERGY CONSERVATION CODE. bbox=[1049, 637, 1483, 667]
legend-desc: FLEXIBLE CONNECTION bbox=[1743, 268, 2045, 286]
lod-cell: M 4.00 bbox=[1551, 1371, 1618, 1393]
rev-divider bbox=[2105, 567, 2300, 568]
sheet-title-divider bbox=[2105, 1238, 2300, 1239]
legend-symbol bbox=[1552, 422, 1670, 439]
legend-symbol bbox=[1552, 472, 1670, 490]
legend-abbr: SWR bbox=[1670, 540, 1743, 558]
rev-cell bbox=[2110, 647, 2143, 660]
legend-desc: BACKDRAFT DAMPER bbox=[1743, 422, 2045, 439]
legend-abbr: FLEX. CONN. bbox=[1670, 268, 1743, 286]
list-item bbox=[1025, 335, 1483, 364]
revisions-table bbox=[2110, 595, 2299, 698]
list-item-number: 1. bbox=[1569, 779, 1577, 788]
legend-abbr: SD bbox=[1670, 490, 1743, 507]
list-item bbox=[1025, 423, 1486, 451]
list-item-number: 3. bbox=[1569, 894, 1577, 904]
rev-cell bbox=[2228, 660, 2299, 672]
list-item-number: 17. bbox=[1025, 667, 1037, 677]
list-item-text: NO WORK SHALL BE DONE ON ANY PART OF THE BUILDING BEYOND THE POINT INDICATED IN EACH SUCCESSIVE INSPECTION WITHOUT FIRST OBTAINING THE WRITTEN APPROVAL OF THE CODE OFFICIAL. NO CONSTRUCTION SHALL BE CONCEALED WITHOUT BEING INSPECTED AND APPROVED. bbox=[1593, 923, 2031, 953]
lod-row bbox=[1551, 1393, 2046, 1415]
lod-cell: 3/32"=1'-0" bbox=[1979, 1326, 2046, 1348]
rev-row-empty bbox=[2110, 647, 2299, 660]
rev-header: Date bbox=[2228, 595, 2299, 609]
legend-abbr: LD bbox=[1670, 574, 1743, 592]
lod-header: SHEET TAG bbox=[1551, 1282, 1618, 1304]
legend-desc: MANUAL VOLUME DAMPER bbox=[1743, 404, 2045, 422]
legend-row bbox=[1552, 218, 2045, 235]
legend-desc: SIDE WALL RETURN OR EXHAUST bbox=[1743, 558, 2045, 575]
special-notice-panel bbox=[1550, 728, 2046, 1044]
list-item-text: ALL DUCT RUN-OUTS TO SUPPLY AND EXHAUST AIR DIFFUSERS AND RECEPTORS SHALL HAVE NORMAL BALANCING DAMPERS. PROVIDE YOUNG REGULATORS WITH REMOTE ADJUSTMENT WHERE CEILING IS INACCESSIBLE. bbox=[1049, 452, 1482, 480]
legend-symbol bbox=[1552, 438, 1670, 456]
list-item bbox=[1025, 668, 1483, 715]
list-item-text: DO NOT RUN DUCT ON PIPE OVER ELECTRICAL PANELS. COORDINATE LOCATION OF DUCTS AND EQUIPMENT IN MECHANICAL ROOMS WITH THE ELECTRICAL AND PLUMBING CONTRACTOR BEFORE ANY INSTALLATION. bbox=[1049, 423, 1486, 451]
seal-date: 5/8/23 bbox=[2177, 491, 2193, 497]
list-item-number: 16. bbox=[1025, 637, 1037, 648]
hvac-notes-title: HVAC GENERAL NOTES bbox=[1018, 154, 1492, 190]
sheet-title: MECHANICAL SPECIFICATIONS, LEGEND & GENERAL NOTES. bbox=[2110, 1269, 2287, 1349]
list-item-text: ALL HVAC SYSTEMS SHALL BE BALANCED IN ACCORDANCE WITH GENERALLY ACCEPTED ENGINEERING STANDARDS. A WRITTEN BALANCE REPORT SHALL BE PROVIDED TO THE OWNER OF DESIGNATED REPRESENTATIVE OF THE BUILDING OWNER. bbox=[1049, 925, 1483, 954]
list-item bbox=[1569, 837, 2032, 894]
list-item-number: 19. bbox=[1025, 858, 1037, 868]
legend-symbol: T bbox=[1552, 592, 1670, 609]
mech-spec-panel-2 bbox=[581, 153, 956, 1423]
legend-row bbox=[1552, 354, 2045, 371]
legend-desc: MODULATING DAMPER bbox=[1743, 438, 2045, 456]
legend-desc: RETURN REGISTER bbox=[1743, 506, 2045, 524]
list-item bbox=[1025, 638, 1483, 667]
legend-row bbox=[1552, 200, 2045, 218]
legend-abbr bbox=[1670, 336, 1743, 354]
legend-row bbox=[1552, 676, 2045, 694]
legend-abbr: T/B bbox=[1670, 626, 1743, 643]
legend-row bbox=[1552, 540, 2045, 558]
lod-row bbox=[1551, 1348, 2046, 1371]
list-item bbox=[1025, 512, 1483, 549]
code-line: THIS PROJECT SHALL COMPLY WITH THE FOLLOWING CODES bbox=[1558, 1086, 1829, 1097]
list-item bbox=[1025, 599, 1486, 637]
